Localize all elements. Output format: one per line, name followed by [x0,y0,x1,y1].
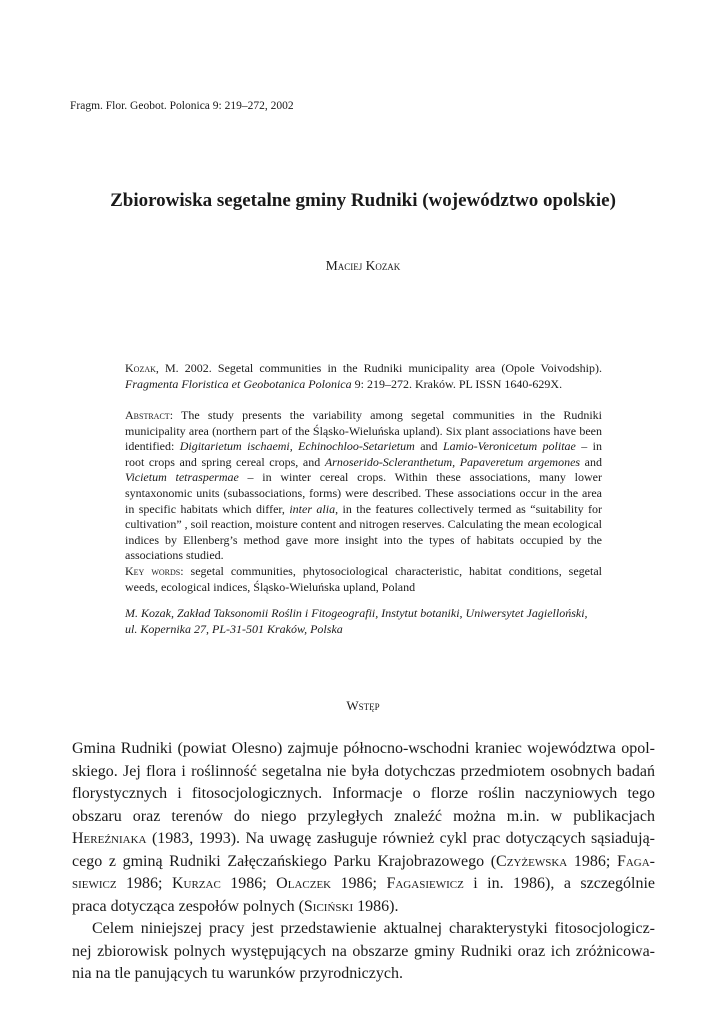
section-heading: Wstęp [346,698,380,713]
abstract-text: and [580,454,603,469]
cited-author: siewicz [72,875,117,892]
citation-text-2: 9: 219–272. Kraków. PL ISSN 1640-629X. [351,376,563,391]
cited-author: Siciński [303,897,354,915]
abstract-italic: Arnoserido-Scleranthetum, Papaveretum argemones [324,454,581,469]
text-segment: 1986; [220,875,277,892]
abstract-text: – in root crops and spring cereal crops, and [125,439,602,469]
keywords-label: Key words [125,564,181,578]
text-segment: i in. 1986), a szczególnie [463,875,656,892]
abstract-text: – in winter cereal crops. Within these associations, many lower syntaxonomic units (subassociations, forms) were described. These associations occur in the area in specific habitats which differ, [125,470,602,516]
journal-header: Fragm. Flor. Geobot. Polonica 9: 219–272, 2002 [70,100,294,112]
text-line: nej zbiorowisk polnych występujących na obszarze gminy Rudniki oraz ich zróżnicowa- [72,942,655,960]
text-line: Celem niniejszej pracy jest przedstawienie aktualnej charakterystyki fitosocjologicz- [92,920,655,937]
address-line: M. Kozak, Zakład Taksonomii Roślin i Fitogeografii, Instytut botaniki, Uniwersytet Jagielloński, [125,606,588,620]
abstract-text: and [414,439,443,454]
address-line: ul. Kopernika 27, PL-31-501 Kraków, Polska [125,621,343,636]
abstract-text: : The study presents the variability among segetal communities in the Rudniki municipality area (northern part of the Śląsko-Wieluńska upland). Six plant associations have been identified: [125,408,602,454]
cited-author: Faga- [616,852,655,870]
text-segment: 1986; [331,875,387,892]
text-line: florystycznych i fitosocjologicznych. Informacje o florze roślin naczyniowych tego [72,785,655,802]
abstract-text: , in the features collectively termed as “suitability for cultivation” , soil reaction, moisture content and nitrogen reserves. Calculating the mean ecological indices by Ellenberg’s method gave more insight into the types of habitats occupied by the associations studied. [125,501,602,563]
cited-author: Czyżewska [496,852,568,870]
text-line [72,873,655,896]
body-text [72,738,655,986]
citation-block [125,361,602,392]
author-address [125,606,602,637]
abstract-block [125,408,602,564]
article-title: Zbiorowiska segetalne gminy Rudniki (województwo opolskie) [110,190,616,211]
citation-text-1: , M. 2002. Segetal communities in the Rudniki municipality area (Opole Voivodship). [155,361,602,375]
cited-author: Fagasiewicz [386,875,464,892]
abstract-italic: inter alia [289,501,336,516]
text-segment: 1986). [353,897,399,915]
text-segment: praca dotycząca zespołów polnych ( [72,897,304,915]
abstract-italic: Vicietum tetraspermae [125,470,239,485]
text-segment: 1986; [567,852,617,870]
text-line: Gmina Rudniki (powiat Olesno) zajmuje północno-wschodni kraniec województwa opol- [72,740,655,757]
text-line [72,828,655,851]
abstract-italic: Digitarietum ischaemi, Echinochloo-Setarietum [179,439,415,454]
author-name: Maciej Kozak [325,258,401,273]
text-segment: cego z gminą Rudniki Załęczańskiego Parku Krajobrazowego ( [72,852,497,870]
text-line: nia na tle panujących tu warunków przyrodniczych. [72,965,403,982]
keywords-block [125,564,602,595]
text-segment: (1983, 1993). Na uwagę zasługuje również cykl prac dotyczących sąsiadują- [146,830,655,847]
text-line: obszaru oraz terenów do niego przyległych znaleźć można m.in. w publikacjach [72,807,655,825]
text-line [72,851,655,874]
cited-author: Hereźniaka [72,830,147,847]
text-line: skiego. Jej flora i roślinność segetalna nie była dotychczas przedmiotem osobnych badań [72,762,655,780]
abstract-label: Abstract [125,408,170,422]
keywords-text: : segetal communities, phytosociological characteristic, habitat conditions, segetal weeds, ecological indices, Śląsko-Wieluńska upland, Poland [125,564,602,594]
cited-author: Kurzac [171,875,221,892]
text-segment: 1986; [116,875,172,892]
paragraph [72,918,655,986]
text-line [72,896,655,919]
paragraph [72,738,655,918]
citation-author: Kozak [125,361,156,375]
abstract-italic: Lamio-Veronicetum politae [442,439,576,454]
cited-author: Olaczek [276,875,332,892]
citation-journal: Fragmenta Floristica et Geobotanica Polonica [125,376,352,391]
